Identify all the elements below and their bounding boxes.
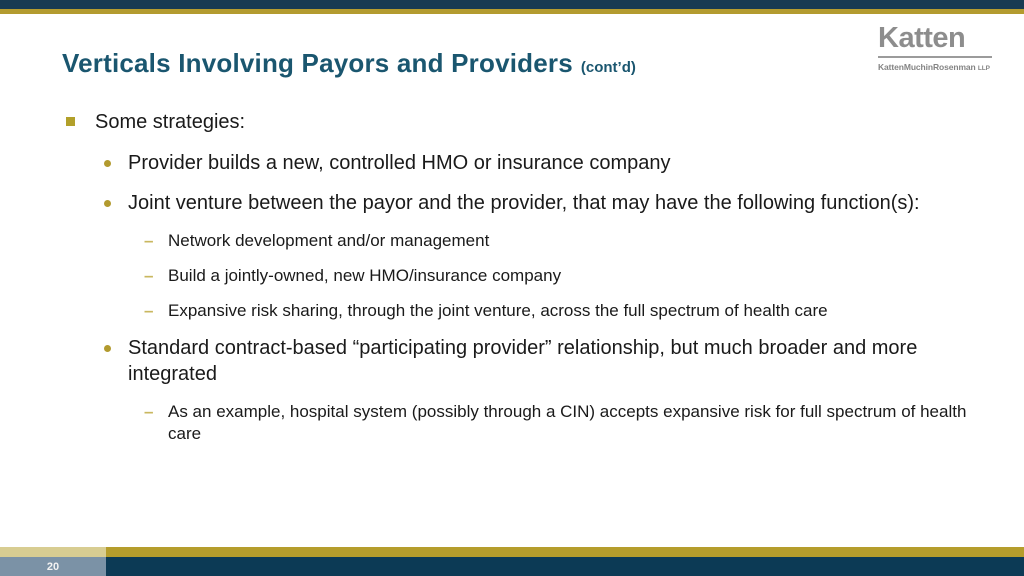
dash-bullet-icon: – (144, 231, 154, 250)
katten-firm-name-text: KattenMuchinRosenman (878, 62, 976, 72)
list-item (0, 190, 1010, 216)
list-item-text: Joint venture between the payor and the provider, that may have the following function(s): (128, 192, 920, 214)
katten-firm-llp: LLP (977, 65, 990, 72)
katten-firm-name (878, 62, 992, 72)
dash-bullet-icon: – (144, 301, 154, 320)
list-item-text: Provider builds a new, controlled HMO or insurance company (128, 152, 671, 174)
circle-bullet-icon (104, 200, 111, 207)
list-item-text: Standard contract-based “participating provider” relationship, but much broader and more integrated (128, 337, 918, 385)
square-bullet-icon (66, 117, 75, 126)
list-item (0, 150, 1010, 176)
list-item (0, 230, 1010, 252)
page-number: 20 (46, 560, 60, 573)
bullet-list (0, 109, 1010, 458)
list-item (0, 109, 1010, 135)
slide-title-suffix: (cont’d) (580, 59, 636, 76)
list-item (0, 300, 1010, 322)
page-number-box (0, 557, 106, 576)
footer-navy-bar (0, 557, 1024, 576)
dash-bullet-icon: – (144, 402, 154, 421)
footer-gold-left-segment (0, 547, 106, 557)
slide-title: Verticals Involving Payors and Providers (62, 48, 573, 78)
list-item (0, 265, 1010, 287)
top-navy-bar (0, 0, 1024, 9)
list-item-text: Network development and/or management (168, 231, 490, 250)
katten-wordmark: Katten (878, 24, 992, 58)
circle-bullet-icon (104, 345, 111, 352)
list-item (0, 335, 1010, 387)
list-item-text: Build a jointly-owned, new HMO/insurance company (168, 266, 562, 285)
list-item (0, 401, 1010, 445)
list-item-text: As an example, hospital system (possibly through a CIN) accepts expansive risk for full spectrum of health care (168, 402, 967, 443)
list-item-text: Expansive risk sharing, through the joint venture, across the full spectrum of health care (168, 301, 828, 320)
dash-bullet-icon: – (144, 266, 154, 285)
top-gold-accent-bar (0, 9, 1024, 14)
list-item-text: Some strategies: (95, 111, 246, 133)
katten-logo (878, 24, 992, 72)
circle-bullet-icon (104, 160, 111, 167)
footer-gold-bar (0, 547, 1024, 557)
slide-title-block (62, 48, 636, 79)
